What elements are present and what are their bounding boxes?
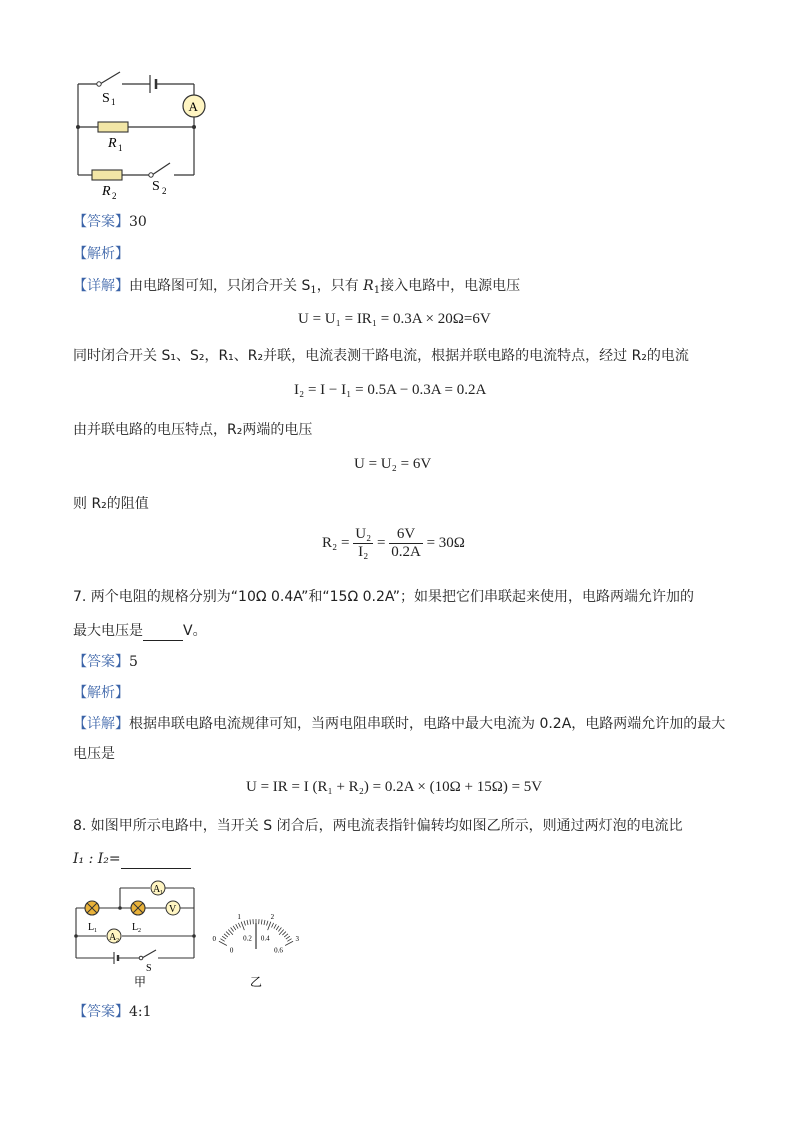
resistor-r2 [92, 170, 122, 180]
analysis-tag: 【解析】 [73, 685, 129, 701]
meter-tick [284, 934, 288, 937]
meter-tick [222, 936, 226, 939]
circuit-diagram-1 [70, 62, 220, 202]
meter-tick [247, 920, 248, 925]
meter-label-top: 0 [212, 934, 217, 943]
meter-tick [261, 919, 262, 924]
q8-answer-line: 【答案】4:1 [73, 1004, 152, 1020]
svg-text:L: L [132, 922, 139, 933]
equation-1: U = U₁ = IR₁ = 0.3A × 20Ω=6V [298, 311, 491, 327]
fig-yi-label: 乙 [250, 975, 263, 989]
meter-tick [250, 919, 251, 924]
r2-sub: 2 [112, 191, 117, 201]
meter-tick [286, 936, 290, 939]
svg-text:1: 1 [94, 928, 97, 934]
meter-tick [278, 928, 281, 932]
q6-text-line-4: 则 R₂的阻值 [73, 496, 149, 512]
meter-label-bottom: 0.6 [274, 946, 283, 955]
lamp-l2-icon [131, 901, 145, 915]
fig-jia-label: 甲 [134, 975, 147, 989]
q7-question-line-2: 最大电压是 V。 [73, 620, 207, 641]
q8-question-line-1: 8. 如图甲所示电路中，当开关 S 闭合后，两电流表指针偏转均如图乙所示，则通过两灯泡的电流比 [73, 818, 683, 834]
meter-tick [268, 922, 271, 930]
q6-text-line-2: 同时闭合开关 S₁、S₂，R₁、R₂并联，电流表测干路电流，根据并联电路的电流特点，经过 R₂的电流 [73, 348, 689, 364]
meter-tick [267, 921, 268, 926]
q7-equation: U = IR = I (R₁ + R₂) = 0.2A × (10Ω + 15Ω) = 5V [246, 779, 543, 795]
meter-tick [282, 932, 286, 936]
meter-label-top: 2 [270, 913, 275, 922]
s2-label: S [152, 179, 160, 194]
answer-tag: 【答案】 [73, 214, 129, 230]
answer-value: 30 [129, 214, 147, 230]
meter-tick [220, 939, 224, 942]
meter-tick [233, 926, 236, 930]
s1-label: S [102, 91, 110, 106]
svg-text:2: 2 [116, 938, 119, 944]
meter-tick [264, 920, 265, 925]
q7-answer-line: 【答案】5 [73, 654, 138, 670]
meter-tick [231, 928, 234, 932]
meter-tick [238, 923, 240, 928]
lamp-l1-icon [85, 901, 99, 915]
resistor-r1 [98, 122, 128, 132]
meter-tick [226, 932, 230, 936]
svg-text:L: L [88, 922, 95, 933]
meter-label-top: 1 [237, 913, 241, 922]
q6-text-line-3: 由并联电路的电压特点，R₂两端的电压 [73, 422, 313, 438]
meter-diagram-yi [200, 893, 312, 990]
meter-label-top: 3 [295, 934, 299, 943]
meter-tick [236, 924, 238, 928]
answer-value: 5 [129, 654, 138, 670]
meter-label-bottom: 0.4 [260, 934, 270, 943]
equation-2: I₂ = I − I₁ = 0.5A − 0.3A = 0.2A [294, 382, 487, 398]
q6-answer-line [73, 212, 147, 232]
equation-4: R₂ = $\frac{\text{U₂}}{\text{I₂}}$ = $\frac{6V}{0.2A}$ = 30Ω [322, 526, 465, 560]
answer-blank [121, 848, 191, 869]
r1-label: R [108, 136, 117, 151]
meter-label-bottom: 0.2 [243, 934, 252, 943]
equation-3: U = U₂ = 6V [354, 456, 432, 472]
s1-sub: 1 [111, 97, 116, 107]
answer-blank [143, 620, 183, 641]
detail-tag: 【详解】 [73, 278, 129, 294]
r1-sub: 1 [118, 143, 123, 153]
q7-detail-line-2: 电压是 [73, 746, 115, 762]
meter-tick [244, 921, 245, 926]
meter-tick [241, 922, 244, 930]
r2-label: R [102, 184, 111, 199]
svg-text:1: 1 [160, 890, 163, 896]
meter-tick [219, 941, 227, 945]
q7-detail-line: 【详解】根据串联电路电流规律可知，当两电阻串联时，电路中最大电流为 0.2A，电路两端允许加的最大 [73, 716, 726, 732]
svg-text:A: A [109, 932, 117, 943]
meter-tick [276, 926, 279, 930]
q7-question-line-1: 7. 两个电阻的规格分别为“10Ω 0.4A”和“15Ω 0.2A”；如果把它们串联起来使用，电路两端允许加的 [73, 589, 694, 605]
meter-tick [287, 939, 291, 942]
ammeter-label: A [188, 99, 198, 114]
meter-label-bottom: 0 [229, 946, 234, 955]
q8-question-line-2: I₁ : I₂= [73, 848, 191, 869]
meter-tick [224, 934, 228, 937]
circuit-diagram-jia [70, 878, 202, 990]
svg-text:V: V [169, 904, 177, 915]
meter-tick [272, 923, 274, 928]
svg-text:S: S [146, 963, 152, 974]
q6-detail-line: 【详解】由电路图可知，只闭合开关 $S_1$，只有 $R_1$接入电路中，电源电压 [73, 278, 521, 296]
analysis-tag: 【解析】 [73, 246, 129, 262]
meter-tick [285, 941, 293, 945]
s2-sub: 2 [162, 186, 167, 196]
meter-tick [274, 924, 276, 928]
svg-text:2: 2 [138, 928, 141, 934]
answer-value: 4:1 [129, 1004, 152, 1020]
svg-text:A: A [153, 884, 161, 895]
